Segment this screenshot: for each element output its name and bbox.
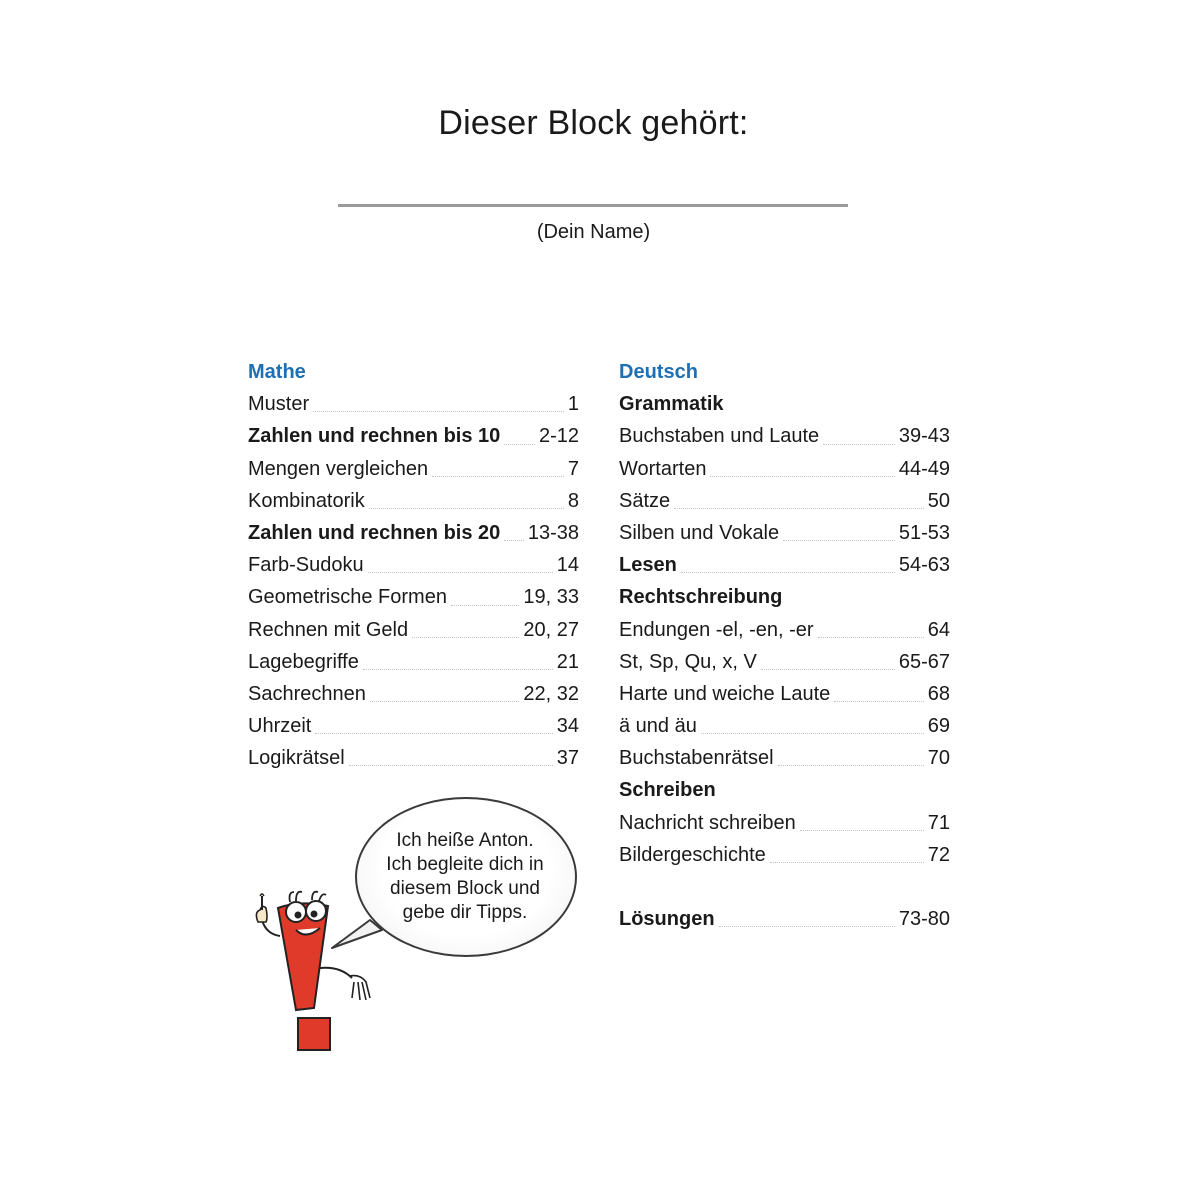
toc-row: ä und äu 69 [619, 715, 950, 738]
toc-row: Endungen -el, -en, -er 64 [619, 618, 950, 641]
toc-row: Buchstaben und Laute 39-43 [619, 425, 950, 448]
toc-row: Bildergeschichte 72 [619, 843, 950, 866]
toc-row: Zahlen und rechnen bis 10 2-12 [248, 425, 579, 448]
toc-row: Mengen vergleichen 7 [248, 457, 579, 480]
toc-row: Farb-Sudoku 14 [248, 554, 579, 577]
toc-row: Rechnen mit Geld 20, 27 [248, 618, 579, 641]
toc-row-solutions: Lösungen 73-80 [619, 908, 950, 931]
toc-row: Muster 1 [248, 393, 579, 416]
section-heading-rechtschreibung: Rechtschreibung [619, 586, 783, 609]
toc-row: Buchstabenrätsel 70 [619, 747, 950, 770]
toc-row: Logikrätsel 37 [248, 747, 579, 770]
deutsch-heading: Deutsch [619, 361, 698, 383]
toc-row: Uhrzeit 34 [248, 715, 579, 738]
toc-row: Lagebegriffe 21 [248, 650, 579, 673]
toc-row: Nachricht schreiben 71 [619, 811, 950, 834]
toc-row: Zahlen und rechnen bis 20 13-38 [248, 521, 579, 544]
toc-row: Wortarten 44-49 [619, 457, 950, 480]
toc-row: Harte und weiche Laute 68 [619, 682, 950, 705]
section-heading-lesen: Lesen 54-63 [619, 554, 950, 577]
toc-row: Kombinatorik 8 [248, 489, 579, 512]
exclamation-mark-mascot-icon [240, 878, 390, 1078]
toc-row: St, Sp, Qu, x, V 65-67 [619, 650, 950, 673]
toc-row: Silben und Vokale 51-53 [619, 521, 950, 544]
mathe-column [248, 356, 579, 774]
page-title: Dieser Block gehört: [438, 104, 749, 142]
speech-bubble-text: Ich heiße Anton. Ich begleite dich in diesem Block und gebe dir Tipps. [386, 830, 544, 923]
mathe-heading: Mathe [248, 361, 306, 383]
toc-row: Sachrechnen 22, 32 [248, 682, 579, 705]
toc-row: Geometrische Formen 19, 33 [248, 586, 579, 609]
toc-row: Sätze 50 [619, 489, 950, 512]
section-heading-schreiben: Schreiben [619, 779, 716, 802]
spacer [619, 871, 950, 903]
section-heading-grammatik: Grammatik [619, 393, 724, 416]
mathe-list [248, 388, 579, 774]
deutsch-column [619, 356, 950, 935]
name-line[interactable] [338, 204, 848, 207]
name-caption: (Dein Name) [536, 221, 651, 243]
deutsch-list [619, 388, 950, 935]
